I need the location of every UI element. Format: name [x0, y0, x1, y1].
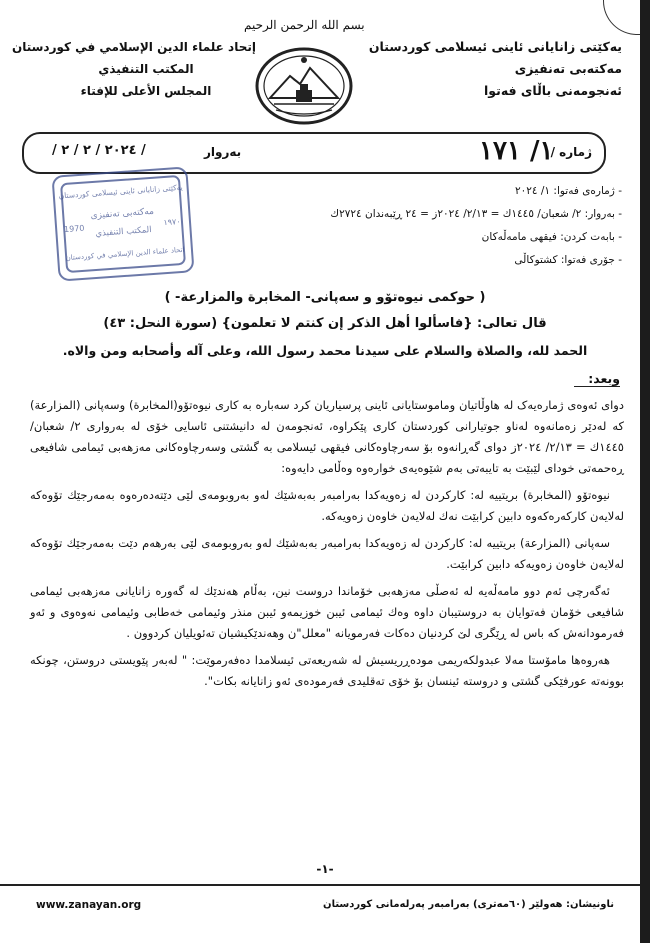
paragraph-mukhabara: نیوەتۆو (المخابرة) بریتییە لە: کارکردن لە زەویەکدا بەرامبەر بەبەشێك لەو بەروبومەی لێی دێتەدەرەوە بەمەرجێك تۆوەکە لەلایەن کارکەرەکەوە دابین کرابێت نەك لەلایەن خاوەن زەویەکە.	[30, 488, 624, 523]
page-edge-shadow	[640, 0, 650, 943]
stamp-line-3: المكتب التنفيذي	[95, 225, 152, 239]
number-label: ژمارە /	[550, 145, 592, 159]
quran-verse: قال تعالى: {فاسألوا أهل الذكر إن كنتم لا تعلمون} (سورة النحل: ٤٣)	[103, 316, 547, 331]
logo-bismillah: بسم الله الرحمن الرحيم	[244, 18, 365, 32]
transition-word: وبعد:	[588, 371, 620, 386]
logo-emblem-icon	[244, 18, 364, 130]
stamp-line-1: یەکێتی زانایانی ئاینی ئیسلامی کوردستان	[58, 182, 184, 201]
header-arabic	[11, 36, 256, 102]
footer-address: ناونیشان: هەولێر (٦٠مەتری) بەرامبەر پەرلەمانی کوردستان	[323, 899, 614, 910]
org-name-arabic: إتحاد علماء الدين الإسلامي في كوردستان	[11, 40, 256, 54]
date-label: بەروار	[204, 145, 242, 159]
number-value: ١/ ١٧١	[479, 136, 554, 166]
office-name-kurdish: مەکتەبی تەنفیزی	[514, 61, 622, 76]
fatwa-subject-line: - بابەت کردن: فیقهی مامەڵەکان	[481, 231, 622, 243]
paragraph-ruling: ئەگەرچی ئەم دوو مامەڵەیە لە ئەصڵی مەزهەبی خۆماندا دروست نین، بەڵام هەندێك لە گەورە زانایانی مەزهەبی ئیمامی شافیعی خۆمان فەتوایان بە دروستیبان داوە وەك ئیمامی ئیبن خوزیمەو ئیبن منذر وئیمامی خەطابی وئیمامی نەوەوی و ئەو فەرمودانەش کە باس لە ڕێگری لێ کردنیان دەکات فەرمویانە "معلل"ن وهەندێکیشیان تەئویلیان کردوون .	[30, 584, 624, 640]
footer-divider	[0, 884, 640, 886]
fatwa-number-line: - ژمارەی فەتوا: ١/ ٢٠٢٤	[514, 185, 622, 197]
stamp-line-2: مەکتەبی تەنفیزی	[90, 206, 155, 222]
org-name-kurdish: یەکێتی زانایانی ئاینی ئیسلامی کوردستان	[368, 39, 622, 54]
stamp-year-left: 1970	[63, 223, 85, 235]
stamp-year-right: ١٩٧٠	[163, 216, 181, 228]
date-value: / ٢٠٢٤ / ٢ / ٢ /	[52, 143, 146, 158]
fatwa-date-line: - بەروار: ٢/ شعبان/ ١٤٤٥ك = ٢/١٣/ ٢٠٢٤ز = ٢٤ ڕێبەندان ٢٧٢٤ك	[330, 208, 622, 220]
document-body	[30, 395, 624, 698]
header-kurdish	[368, 36, 622, 102]
paragraph-quote: هەروەها مامۆستا مەلا عبدولکەریمی مودەڕریسیش لە شەریعەتی ئیسلامدا دەفەرموێت: " لەبەر پێویستی دروستن، چونکە بوونەتە عورفێکی گشتی و دروستە ئینسان بۆ خۆی تەقلیدی فەرمودەی ئەو زانایانە بکات".	[30, 653, 624, 688]
council-name-arabic: المجلس الأعلى للإفتاء	[80, 84, 212, 98]
fatwa-type-line: - جۆری فەتوا: کشتوکاڵی	[514, 254, 622, 266]
official-stamp	[48, 164, 198, 284]
document-title: ( حوکمی نیوەتۆو و سەپانی- المخابرة والمزارعة- )	[164, 290, 486, 305]
office-name-arabic: المكتب التنفيذي	[98, 62, 194, 76]
footer-website[interactable]: www.zanayan.org	[36, 899, 142, 911]
page-corner-curl	[603, 0, 640, 35]
stamp-line-4: اتحاد علماء الدين الإسلامي في كوردستان	[65, 245, 185, 263]
fatwa-info	[242, 180, 622, 272]
page-number: -١-	[316, 862, 334, 876]
opening-praise: الحمد لله، والصلاة والسلام على سيدنا محمد رسول الله، وعلى آله وأصحابه ومن والاه.	[62, 343, 588, 358]
paragraph-muzaraa: سەپانی (المزارعة) بریتییە لە: کارکردن لە زەویەکدا بەرامبەر بەبەشێك لەو بەروبومەی لێی بەرهەم دێت بەمەرجێك تۆوەکە لەلایەن خاوەن زەویەکە دابین کرابێت.	[30, 536, 624, 571]
organization-logo	[244, 18, 364, 130]
paragraph-intro: دوای ئەوەی ژمارەیەک لە هاوڵاتیان وماموستایانی ئاینی پرسیاریان کرد سەبارە بە کاری نیوەتۆو(المخابرة) وسەپانی (المزارعة) کە لەدێر زەمانەوە لەناو جوتیارانی کوردستان کاری پێکراوە، ئەنجومەن لە دانیشتنی ئاسایی خۆی لە بەرواری ٢/ شعبان/ ١٤٤٥ك = ٢/١٣/ ٢٠٢٤ز دوای گەڕانەوە بۆ سەرچاوەکانی فیقهی ئیسلامی بە گشتی وسەرچاوەکانی مەزهەبی ئیمامی شافیعی ڕەحمەتی خودای لێبێت بە تایبەتی بەم شێوەیەی خوارەوە وەڵامی دایەوە:	[30, 398, 624, 475]
council-name-kurdish: ئەنجومەنی باڵای فەتوا	[484, 83, 622, 98]
transition-underline	[574, 386, 620, 387]
